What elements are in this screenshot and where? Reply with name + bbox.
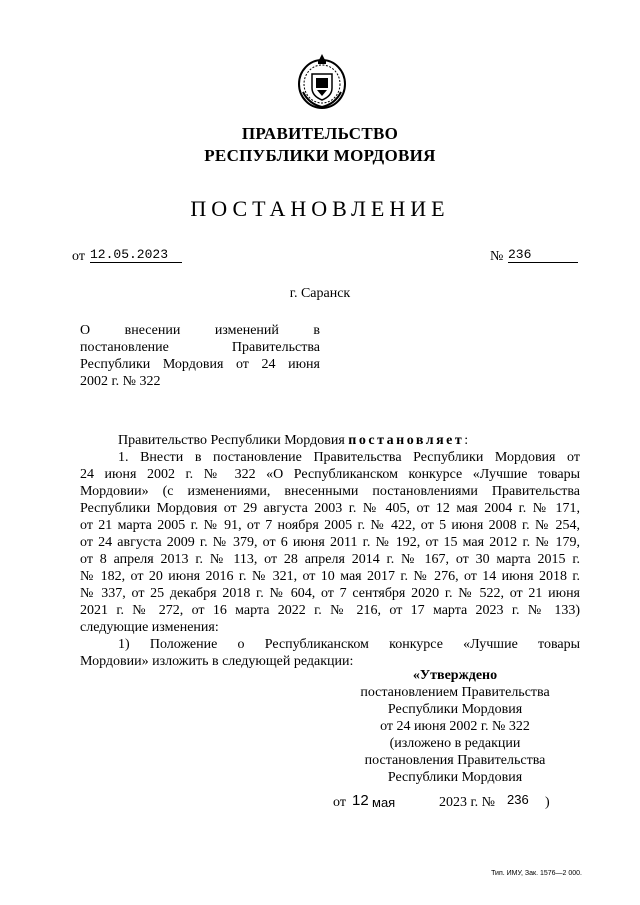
government-name-line2: РЕСПУБЛИКИ МОРДОВИЯ [204, 146, 436, 165]
city: г. Саранск [289, 286, 351, 301]
print-footer: Тип. ИМУ, Зак. 1576—2 000. [491, 870, 582, 877]
body-line: 2021 г. № 272, от 16 марта 2022 г. № 216, от 17 марта 2023 г. № 133) [80, 603, 580, 618]
subject-line: 2002 г. № 322 [80, 374, 161, 389]
preamble: Правительство Республики Мордовия постановляет: [118, 433, 469, 448]
approval-line: (изложено в редакции [389, 736, 521, 751]
approval-line: Республики Мордовия [387, 702, 523, 717]
body-line: № 182, от 20 июня 2016 г. № 321, от 10 мая 2017 г. № 276, от 14 июня 2018 г. [80, 569, 580, 584]
body-line: от 21 марта 2005 г. № 91, от 7 ноября 2005 г. № 422, от 5 июня 2008 г. № 254, [80, 518, 580, 533]
date-prefix: от [72, 249, 85, 264]
approval-line: постановлением Правительства [360, 685, 550, 700]
approval-date-prefix: от [333, 795, 346, 810]
body-line: 24 июня 2002 г. № 322 «О Республиканском конкурсе «Лучшие товары [80, 467, 580, 482]
body-line: от 8 апреля 2013 г. № 113, от 28 апреля 2014 г. № 167, от 30 марта 2015 г. [80, 552, 580, 567]
approval-day: 12 [352, 792, 369, 809]
approval-year: 2023 г. № [439, 795, 496, 810]
approval-number: 236 [507, 792, 529, 807]
approval-title: «Утверждено [412, 668, 498, 683]
government-name-line1: ПРАВИТЕЛЬСТВО [241, 124, 399, 143]
body-line: 1. Внести в постановление Правительства Республики Мордовия от [118, 450, 580, 465]
subject-line: О внесении изменений в [80, 323, 320, 338]
document-date: 12.05.2023 [90, 247, 182, 263]
approval-close-paren: ) [545, 795, 550, 810]
document-type-title: ПОСТАНОВЛЕНИЕ [190, 196, 450, 221]
body-line: Мордовии» (с изменениями, внесенными постановлениями Правительства [80, 484, 580, 499]
approval-line: Республики Мордовия [387, 770, 523, 785]
date-label [72, 248, 85, 265]
body-line: 1) Положение о Республиканском конкурсе «Лучшие товары [118, 637, 580, 652]
body-line: Мордовии» изложить в следующей редакции: [80, 654, 354, 669]
coat-of-arms-emblem [297, 52, 347, 110]
body-line: следующие изменения: [80, 620, 219, 635]
number-prefix: № [490, 249, 504, 264]
document-subject [80, 322, 320, 390]
approval-line: постановления Правительства [364, 753, 546, 768]
approval-month: мая [372, 795, 396, 810]
body-line: Республики Мордовия от 29 августа 2003 г. № 405, от 12 мая 2004 г. № 171, [80, 501, 580, 516]
subject-line: Республики Мордовия от 24 июня [80, 357, 320, 372]
body-line: № 337, от 25 декабря 2018 г. № 604, от 7 сентября 2020 г. № 522, от 21 июня [80, 586, 580, 601]
approval-line: от 24 июня 2002 г. № 322 [380, 719, 530, 734]
document-number: 236 [508, 247, 578, 263]
document-body [80, 432, 580, 670]
approval-stamp-block [330, 667, 580, 786]
subject-line: постановление Правительства [80, 340, 320, 355]
body-line: от 24 августа 2009 г. № 379, от 6 июня 2011 г. № 192, от 15 мая 2012 г. № 179, [80, 535, 580, 550]
